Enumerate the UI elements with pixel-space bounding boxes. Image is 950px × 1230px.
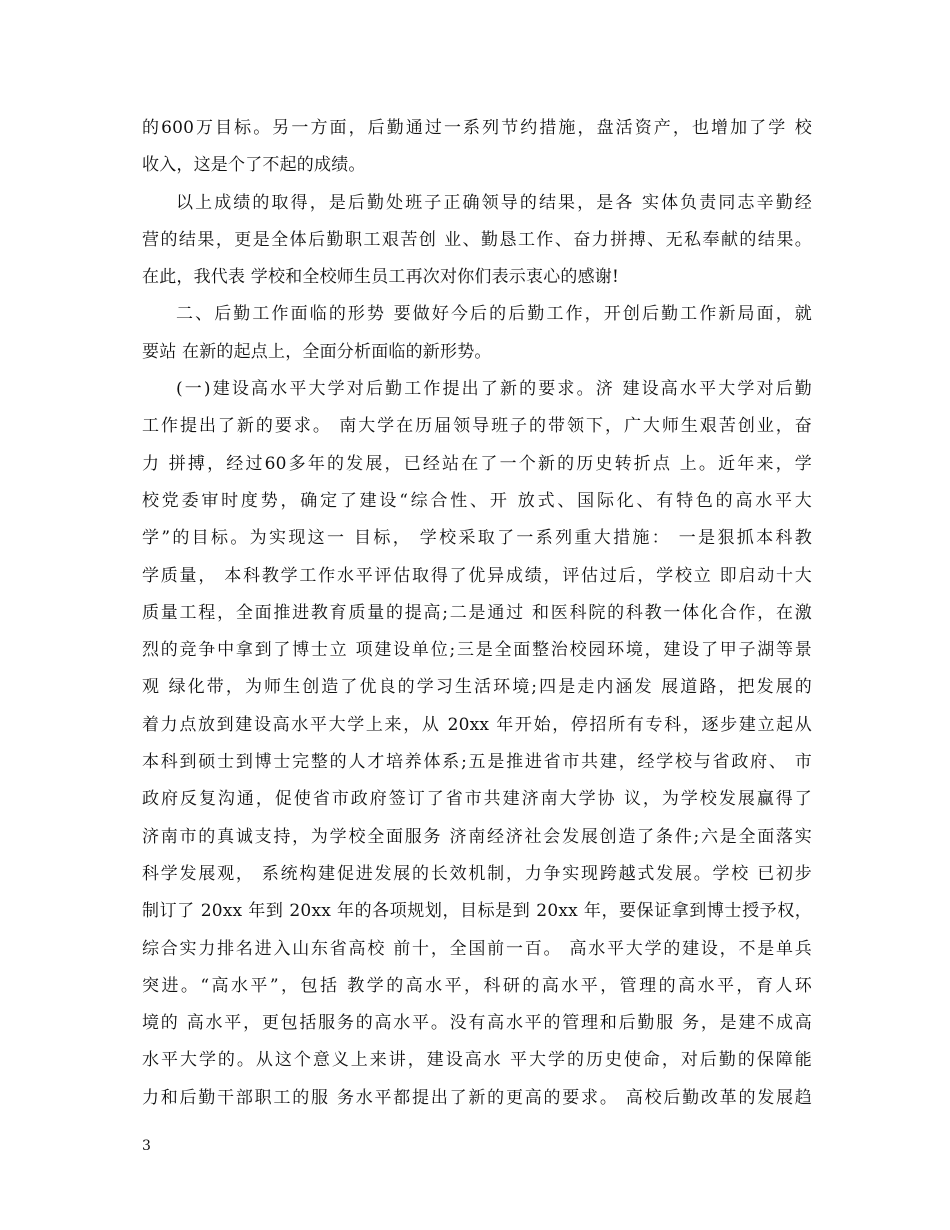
text-line: 力 拼搏，经过60多年的发展，已经站在了一个新的历史转折点 上。近年来，学 bbox=[142, 453, 812, 474]
text-line: 学质量， 本科教学工作水平评估取得了优异成绩，评估过后，学校立 即启动十大 bbox=[142, 565, 812, 586]
text-line: 济南市的真诚支持，为学校全面服务 济南经济社会发展创造了条件;六是全面落实 bbox=[142, 826, 812, 847]
text-line: 烈的竞争中拿到了博士立 项建设单位;三是全面整治校园环境，建设了甲子湖等景 bbox=[142, 640, 812, 661]
text-line: 科学发展观， 系统构建促进发展的长效机制，力争实现跨越式发展。学校 已初步 bbox=[142, 863, 812, 884]
text-line: 力和后勤干部职工的服 务水平都提出了新的更高的要求。 高校后勤改革的发展趋 bbox=[142, 1087, 812, 1108]
text-line: 营的结果，更是全体后勤职工艰苦创 业、勤恳工作、奋力拼搏、无私奉献的结果。 bbox=[142, 229, 812, 250]
text-line: 政府反复沟通，促使省市政府签订了省市共建济南大学协 议，为学校发展赢得了 bbox=[142, 789, 812, 810]
text-line: 工作提出了新的要求。 南大学在历届领导班子的带领下，广大师生艰苦创业，奋 bbox=[142, 416, 812, 437]
text-line: 本科到硕士到博士完整的人才培养体系;五是推进省市共建，经学校与省政府、 市 bbox=[142, 752, 812, 773]
text-line: 在此，我代表 学校和全校师生员工再次对你们表示衷心的感谢! bbox=[142, 267, 620, 288]
text-line: 观 绿化带，为师生创造了优良的学习生活环境;四是走内涵发 展道路，把发展的 bbox=[142, 677, 812, 698]
text-line: 境的 高水平，更包括服务的高水平。没有高水平的管理和后勤服 务，是建不成高 bbox=[142, 1013, 812, 1034]
text-line: 学”的目标。为实现这一 目标， 学校采取了一系列重大措施： 一是狠抓本科教 bbox=[142, 528, 812, 549]
text-line: 二、后勤工作面临的形势 要做好今后的后勤工作，开创后勤工作新局面，就 bbox=[176, 304, 812, 325]
text-line: 质量工程，全面推进教育质量的提高;二是通过 和医科院的科教一体化合作，在激 bbox=[142, 602, 812, 623]
text-line: 水平大学的。从这个意义上来讲，建设高水 平大学的历史使命，对后勤的保障能 bbox=[142, 1050, 812, 1071]
text-line: 突进。“高水平”，包括 教学的高水平，科研的高水平，管理的高水平，育人环 bbox=[142, 975, 812, 996]
text-line: 收入，这是个了不起的成绩。 bbox=[142, 155, 366, 176]
text-line: (一)建设高水平大学对后勤工作提出了新的要求。济 建设高水平大学对后勤 bbox=[176, 379, 812, 400]
text-line: 的600万目标。另一方面，后勤通过一系列节约措施，盘活资产，也增加了学 校 bbox=[142, 118, 812, 138]
text-line: 制订了 20xx 年到 20xx 年的各项规划，目标是到 20xx 年，要保证拿到博士授予权， bbox=[142, 901, 812, 922]
page-number: 3 bbox=[142, 1138, 151, 1154]
text-line: 综合实力排名进入山东省高校 前十，全国前一百。 高水平大学的建设，不是单兵 bbox=[142, 938, 812, 959]
text-line: 校党委审时度势，确定了建设“综合性、开 放式、国际化、有特色的高水平大 bbox=[142, 490, 812, 511]
text-line: 以上成绩的取得，是后勤处班子正确领导的结果，是各 实体负责同志辛勤经 bbox=[176, 192, 812, 213]
text-line: 要站 在新的起点上，全面分析面临的新形势。 bbox=[142, 341, 492, 362]
document-body bbox=[142, 110, 812, 1117]
text-line: 着力点放到建设高水平大学上来，从 20xx 年开始，停招所有专科，逐步建立起从 bbox=[142, 714, 812, 735]
